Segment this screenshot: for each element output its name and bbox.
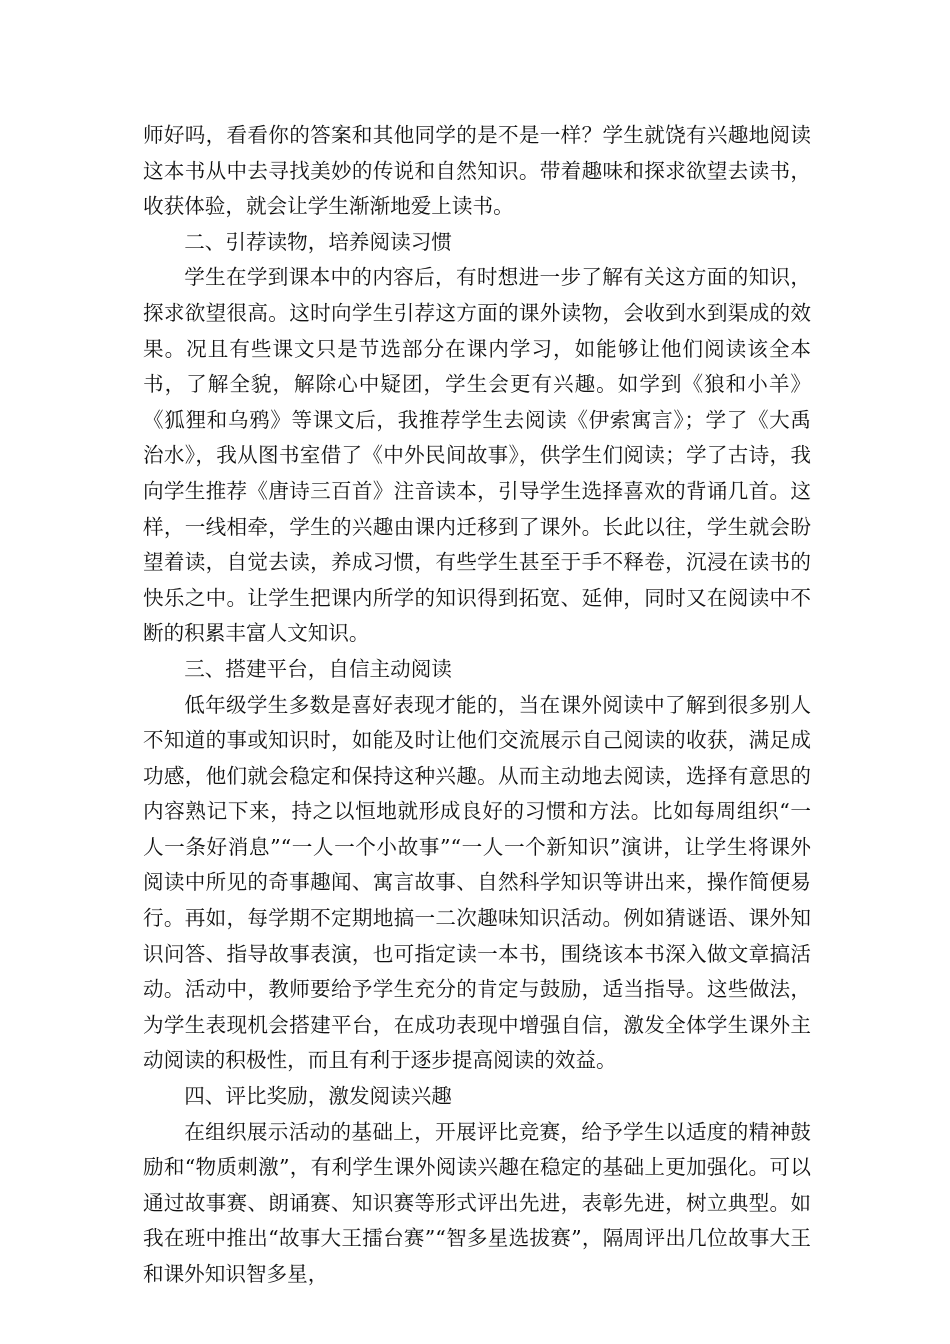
section-heading-2: 二、引荐读物，培养阅读习惯 (184, 229, 452, 254)
document-body (143, 118, 811, 1293)
section-heading-4: 四、评比奖励，激发阅读兴趣 (184, 1084, 452, 1109)
section-heading-3: 三、搭建平台，自信主动阅读 (184, 656, 452, 681)
paragraph-section-2: 学生在学到课本中的内容后，有时想进一步了解有关这方面的知识，探求欲望很高。这时向学生引荐这方面的课外读物，会收到水到渠成的效果。况且有些课文只是节选部分在课内学习，如能够让他们阅读该全本书，了解全貌，解除心中疑团，学生会更有兴趣。如学到《狼和小羊》《狐狸和乌鸦》等课文后，我推荐学生去阅读《伊索寓言》；学了《大禹治水》，我从图书室借了《中外民间故事》，供学生们阅读；学了古诗，我向学生推荐《唐诗三百首》注音读本，引导学生选择喜欢的背诵几首。这样，一线相牵，学生的兴趣由课内迁移到了课外。长此以往，学生就会盼望着读，自觉去读，养成习惯，有些学生甚至于手不释卷，沉浸在读书的快乐之中。让学生把课内所学的知识得到拓宽、延伸，同时又在阅读中不断的积累丰富人文知识。 (143, 265, 811, 646)
paragraph-section-4: 在组织展示活动的基础上，开展评比竞赛，给予学生以适度的精神鼓励和“物质刺激”，有利学生课外阅读兴趣在稳定的基础上更加强化。可以通过故事赛、朗诵赛、知识赛等形式评出先进，表彰先进，树立典型。如我在班中推出“故事大王擂台赛”“智多星选拔赛”，隔周评出几位故事大王和课外知识智多星， (143, 1119, 811, 1286)
paragraph-section-3: 低年级学生多数是喜好表现才能的，当在课外阅读中了解到很多别人不知道的事或知识时，如能及时让他们交流展示自己阅读的收获，满足成功感，他们就会稳定和保持这种兴趣。从而主动地去阅读，选择有意思的内容熟记下来，持之以恒地就形成良好的习惯和方法。比如每周组织“一人一条好消息”“一人一个小故事”“一人一个新知识”演讲，让学生将课外阅读中所见的奇事趣闻、寓言故事、自然科学知识等讲出来，操作简便易行。再如，每学期不定期地搞一二次趣味知识活动。例如猜谜语、课外知识问答、指导故事表演，也可指定读一本书，围绕该本书深入做文章搞活动。活动中，教师要给予学生充分的肯定与鼓励，适当指导。这些做法，为学生表现机会搭建平台，在成功表现中增强自信，激发全体学生课外主动阅读的积极性，而且有利于逐步提高阅读的效益。 (143, 692, 811, 1073)
paragraph-continuation: 师好吗，看看你的答案和其他同学的是不是一样？学生就饶有兴趣地阅读这本书从中去寻找美妙的传说和自然知识。带着趣味和探求欲望去读书，收获体验，就会让学生渐渐地爱上读书。 (143, 123, 811, 219)
